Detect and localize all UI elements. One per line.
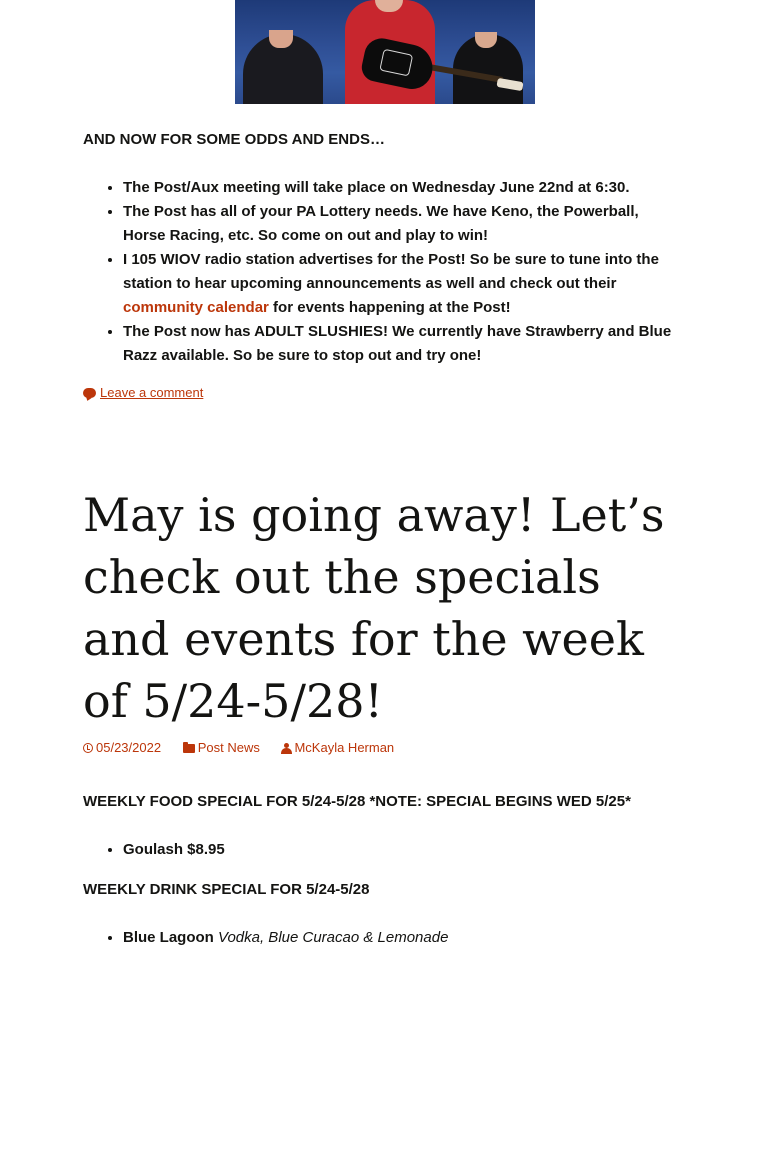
community-calendar-link[interactable]: community calendar xyxy=(123,299,269,316)
drink-special-heading: WEEKLY DRINK SPECIAL FOR 5/24-5/28 xyxy=(83,881,370,898)
post-date-link[interactable]: 05/23/2022 xyxy=(83,740,161,755)
list-item: • The Post/Aux meeting will take place on Wednesday June 22nd at 6:30. xyxy=(123,176,673,200)
food-special-heading: WEEKLY FOOD SPECIAL FOR 5/24-5/28 *NOTE: SPECIAL BEGINS WED 5/25* xyxy=(83,793,631,810)
list-item: • The Post has all of your PA Lottery needs. We have Keno, the Powerball, Horse Racing, etc. So come on out and play to win! xyxy=(123,200,673,248)
list-item: • I 105 WIOV radio station advertises for the Post! So be sure to tune into the station to hear upcoming announcements as well and check out their community calendar for events happening at the Post! xyxy=(123,248,673,320)
drink-description: Vodka, Blue Curacao & Lemonade xyxy=(218,929,449,946)
post-meta xyxy=(83,738,412,758)
list-item xyxy=(123,926,673,950)
folder-icon xyxy=(183,744,195,753)
odds-list xyxy=(83,176,673,368)
author-link[interactable]: McKayla Herman xyxy=(281,740,394,755)
food-special-list xyxy=(83,838,673,862)
comment-icon xyxy=(83,388,96,398)
person-left xyxy=(243,34,323,104)
band-photo xyxy=(235,0,535,104)
odds-and-ends-heading: AND NOW FOR SOME ODDS AND ENDS… xyxy=(83,131,385,148)
list-item: • The Post now has ADULT SLUSHIES! We currently have Strawberry and Blue Razz available. So be sure to stop out and try one! xyxy=(123,320,673,368)
person-right xyxy=(453,34,523,104)
list-item: • Goulash $8.95 xyxy=(123,838,673,862)
clock-icon xyxy=(83,743,93,753)
user-icon xyxy=(281,743,291,753)
leave-comment-link[interactable]: Leave a comment xyxy=(83,383,203,403)
post-title[interactable]: May is going away! Let’s check out the specials and events for the week of 5/24-5/28! xyxy=(83,488,665,728)
drink-name: Blue Lagoon xyxy=(123,929,214,946)
drink-special-list xyxy=(83,926,673,950)
category-link[interactable]: Post News xyxy=(183,740,260,755)
